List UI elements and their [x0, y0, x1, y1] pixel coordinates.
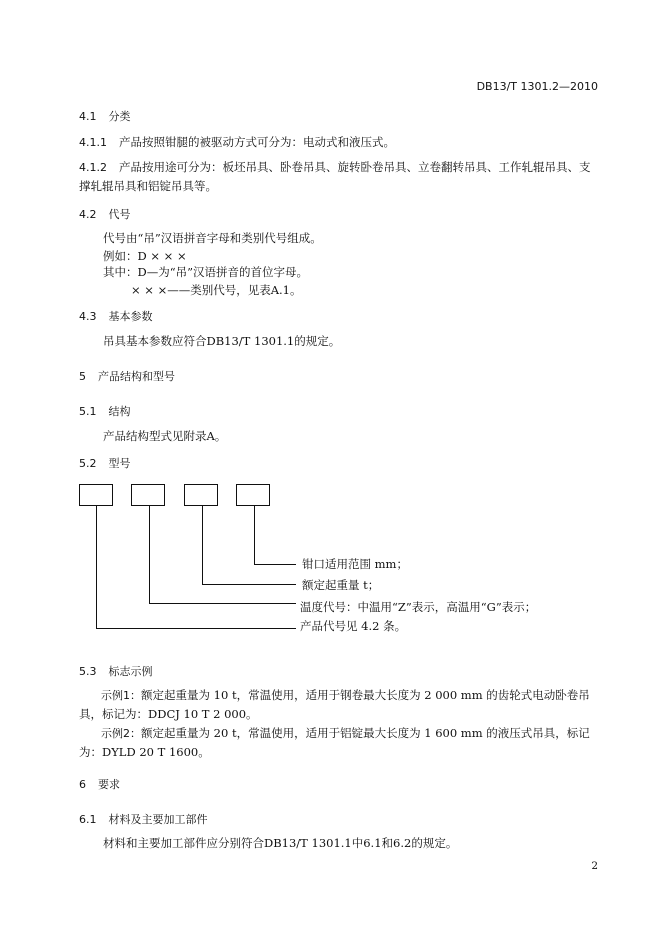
materials-text: 材料和主要加工部件应分别符合DB13/T 1301.1中6.1和6.2的规定。	[103, 836, 458, 850]
heading-5-3	[79, 663, 153, 679]
product-code-box	[79, 484, 113, 506]
heading-number: 6	[79, 778, 86, 791]
product-code-leader-horizontal	[96, 628, 296, 629]
heading-5-1	[79, 403, 131, 419]
heading-title: 代号	[108, 208, 131, 221]
code-category-explanation: × × ×——类别代号，见表A.1。	[131, 283, 302, 297]
clause-number: 4.1.1	[79, 136, 107, 149]
temperature-code-label: 温度代号：中温用“Z”表示，高温用“G”表示；	[300, 600, 537, 614]
temperature-leader-vertical	[149, 506, 150, 604]
heading-title: 材料及主要加工部件	[108, 813, 208, 826]
heading-number: 5	[79, 370, 86, 383]
structure-text: 产品结构型式见附录A。	[103, 429, 227, 443]
heading-4-3	[79, 308, 153, 324]
heading-title: 产品结构和型号	[98, 370, 175, 383]
jaw-range-box	[236, 484, 270, 506]
code-example-text: 例如：D × × ×	[103, 249, 187, 263]
basic-parameters-text: 吊具基本参数应符合DB13/T 1301.1的规定。	[103, 334, 341, 348]
rated-load-leader-horizontal	[202, 584, 296, 585]
heading-4-2	[79, 206, 131, 222]
heading-number: 4.1	[79, 110, 97, 123]
clause-text: 产品按用途可分为：板坯吊具、卧卷吊具、旋转卧卷吊具、立卷翻转吊具、工作轧辊吊具、支撑轧辊吊具和铝锭吊具等。	[79, 160, 591, 193]
example-2-label: 示例2：	[101, 727, 141, 740]
page-number: 2	[591, 860, 598, 872]
rated-load-box	[184, 484, 218, 506]
temperature-code-box	[131, 484, 165, 506]
code-composition-text: 代号由“吊”汉语拼音字母和类别代号组成。	[103, 231, 322, 245]
clause-text: 产品按照钳腿的被驱动方式可分为：电动式和液压式。	[119, 135, 395, 149]
standard-code: DB13/T 1301.2—2010	[476, 80, 598, 93]
marking-example-2	[79, 724, 601, 762]
clause-number: 4.1.2	[79, 161, 107, 174]
heading-5	[79, 368, 175, 384]
heading-title: 基本参数	[108, 310, 153, 323]
heading-number: 5.1	[79, 405, 97, 418]
heading-title: 型号	[108, 457, 131, 470]
heading-5-2	[79, 455, 131, 471]
heading-6-1	[79, 811, 208, 827]
example-1-text: 额定起重量为 10 t，常温使用，适用于钢卷最大长度为 2 000 mm 的齿轮式电动卧卷吊具，标记为：DDCJ 10 T 2 000。	[79, 688, 590, 721]
heading-6	[79, 776, 120, 792]
marking-example-1	[79, 686, 601, 724]
example-2-text: 额定起重量为 20 t，常温使用，适用于铝锭最大长度为 1 600 mm 的液压式吊具，标记为：DYLD 20 T 1600。	[79, 726, 590, 759]
jaw-range-leader-vertical	[254, 506, 255, 565]
heading-number: 4.3	[79, 310, 97, 323]
example-1-label: 示例1：	[101, 689, 141, 702]
rated-load-label: 额定起重量 t；	[302, 578, 380, 592]
heading-title: 结构	[108, 405, 131, 418]
clause-4-1-1	[79, 134, 395, 150]
heading-number: 5.2	[79, 457, 97, 470]
code-prefix-explanation: 其中：D—为“吊”汉语拼音的首位字母。	[103, 265, 308, 279]
heading-number: 6.1	[79, 813, 97, 826]
heading-4-1	[79, 108, 131, 124]
heading-title: 标志示例	[108, 665, 153, 678]
heading-number: 4.2	[79, 208, 97, 221]
jaw-range-label: 钳口适用范围 mm；	[302, 557, 408, 571]
heading-title: 要求	[98, 778, 120, 791]
temperature-leader-horizontal	[149, 603, 296, 604]
heading-number: 5.3	[79, 665, 97, 678]
rated-load-leader-vertical	[202, 506, 203, 585]
heading-title: 分类	[108, 110, 131, 123]
clause-4-1-2	[79, 158, 601, 196]
jaw-range-leader-horizontal	[254, 564, 296, 565]
product-code-label: 产品代号见 4.2 条。	[300, 619, 407, 633]
product-code-leader-vertical	[96, 506, 97, 629]
